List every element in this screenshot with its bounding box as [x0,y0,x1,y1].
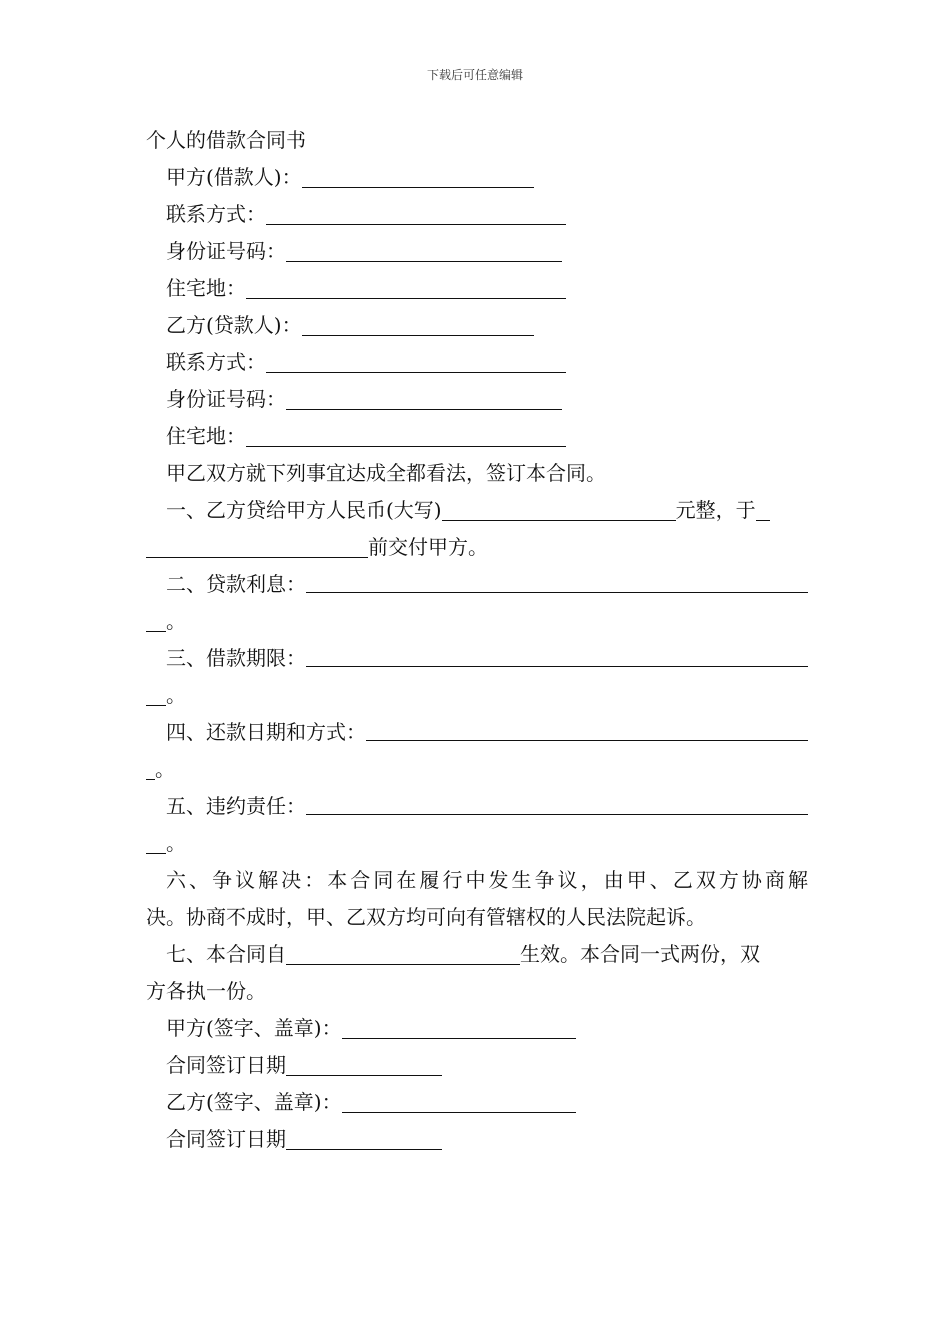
contract-body [146,122,808,1158]
clause7-line1 [146,936,808,973]
party-a-id-blank[interactable] [286,239,562,262]
party-b-address-label: 住宅地： [166,424,246,448]
party-a-name-blank[interactable] [302,165,534,188]
clause1-date-blank-start[interactable] [756,498,770,521]
party-b-sign-blank[interactable] [342,1090,576,1113]
clause3-label: 三、借款期限： [166,646,306,670]
clause1-amount-blank[interactable] [442,498,676,521]
party-b-sign-label: 乙方(签字、盖章)： [166,1090,342,1114]
party-b-date-label: 合同签订日期 [166,1127,286,1151]
clause2-line2 [146,603,808,640]
party-b-date-row [146,1121,808,1158]
clause1-prefix: 一、乙方贷给甲方人民币(大写) [166,498,442,522]
party-b-address-blank[interactable] [246,424,566,447]
clause3-end: 。 [166,683,186,707]
clause2-label: 二、贷款利息： [166,572,306,596]
clause1-mid: 元整，于 [675,498,756,522]
party-b-date-blank[interactable] [286,1127,442,1150]
clause7-date-blank[interactable] [286,942,520,965]
clause1-line2 [146,529,808,566]
party-a-id-label: 身份证号码： [166,239,286,263]
clause3-blank-cont[interactable] [146,683,166,706]
party-a-id-row [146,233,808,270]
clause4-line1 [146,714,808,751]
page-header: 下载后可任意编辑 [426,68,523,82]
party-a-sign-row [146,1010,808,1047]
clause7-prefix: 七、本合同自 [166,942,286,966]
clause6-line1: 六、争议解决：本合同在履行中发生争议，由甲、乙双方协商解 [166,868,808,892]
intro-paragraph: 甲乙双方就下列事宜达成全都看法，签订本合同。 [166,461,606,485]
clause5-line2 [146,825,808,862]
clause2-line1 [146,566,808,603]
party-a-contact-blank[interactable] [266,202,566,225]
party-b-name-label: 乙方(贷款人)： [166,313,302,337]
clause2-blank[interactable] [306,570,808,593]
party-a-date-row [146,1047,808,1084]
party-a-date-label: 合同签订日期 [166,1053,286,1077]
clause4-label: 四、还款日期和方式： [166,720,366,744]
party-b-sign-row [146,1084,808,1121]
contract-title: 个人的借款合同书 [146,128,306,152]
clause1-line1 [146,492,808,529]
clause3-blank[interactable] [306,644,808,667]
clause1-date-blank[interactable] [146,535,368,558]
clause2-end: 。 [166,609,186,633]
party-a-sign-label: 甲方(签字、盖章)： [166,1016,342,1040]
party-a-address-label: 住宅地： [166,276,246,300]
party-a-sign-blank[interactable] [342,1016,576,1039]
clause5-blank-cont[interactable] [146,831,166,854]
party-b-name-blank[interactable] [302,313,534,336]
party-b-contact-blank[interactable] [266,350,566,373]
clause4-blank-cont[interactable] [146,757,155,780]
clause7-line2: 方各执一份。 [146,979,266,1003]
clause5-line1 [146,788,808,825]
clause1-end: 前交付甲方。 [368,535,488,559]
clause5-label: 五、违约责任： [166,794,306,818]
party-a-name-row [146,159,808,196]
clause5-end: 。 [166,831,186,855]
party-b-contact-row [146,344,808,381]
party-b-name-row [146,307,808,344]
party-b-address-row [146,418,808,455]
clause3-line2 [146,677,808,714]
clause7-mid: 生效。本合同一式两份，双 [520,942,760,966]
party-a-date-blank[interactable] [286,1053,442,1076]
clause4-line2 [146,751,808,788]
clause2-blank-cont[interactable] [146,609,166,632]
clause3-line1 [146,640,808,677]
party-a-contact-label: 联系方式： [166,202,266,226]
party-b-id-row [146,381,808,418]
clause4-blank[interactable] [366,718,808,741]
party-b-contact-label: 联系方式： [166,350,266,374]
clause4-end: 。 [155,757,175,781]
party-b-id-label: 身份证号码： [166,387,286,411]
party-b-id-blank[interactable] [286,387,562,410]
clause5-blank[interactable] [306,792,808,815]
party-a-address-row [146,270,808,307]
clause6-line2: 决。协商不成时，甲、乙双方均可向有管辖权的人民法院起诉。 [146,905,706,929]
party-a-address-blank[interactable] [246,276,566,299]
party-a-name-label: 甲方(借款人)： [166,165,302,189]
party-a-contact-row [146,196,808,233]
